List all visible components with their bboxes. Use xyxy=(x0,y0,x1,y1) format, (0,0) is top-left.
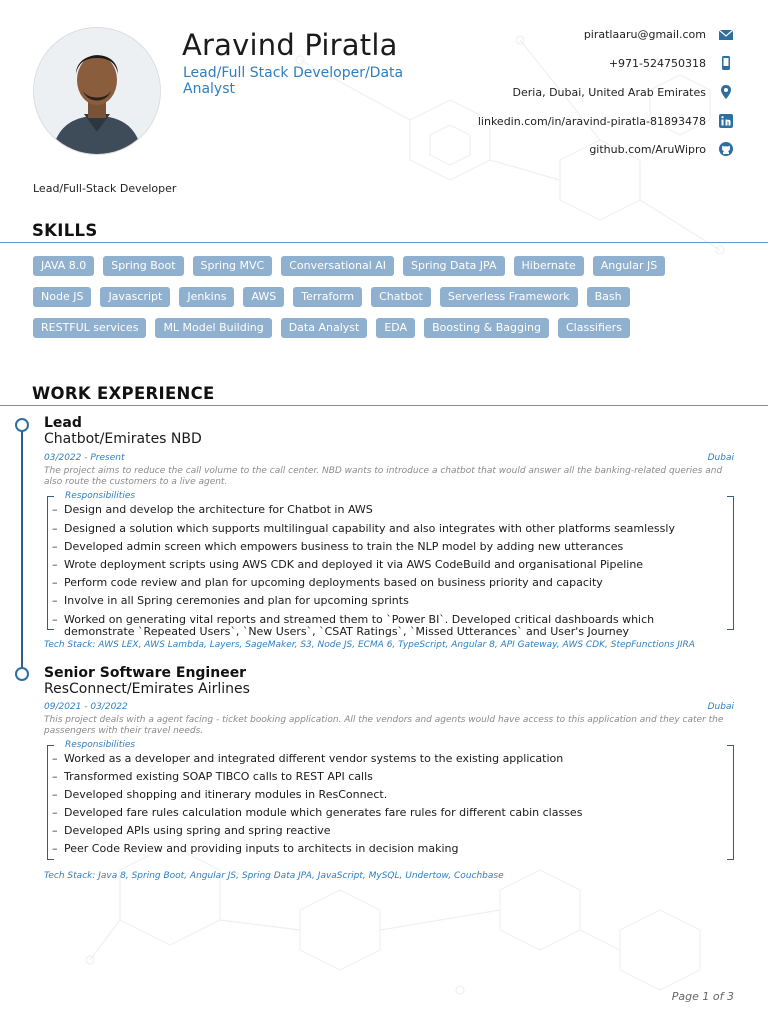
responsibility-item: – Worked as a developer and integrated different vendor systems to the existing application xyxy=(52,752,564,765)
skill-chip: Boosting & Bagging xyxy=(424,318,549,338)
skill-chip: AWS xyxy=(243,287,284,307)
responsibilities-bracket-right xyxy=(727,745,734,860)
candidate-name: Aravind Piratla xyxy=(182,28,398,62)
responsibility-item: – Worked on generating vital reports and streamed them to `Power BI`. Developed critical dashboards which demonstrate `Repeated Users`, `New Users`, `CSAT Ratings`, `Missed Utterances` and User's Journey xyxy=(52,613,655,638)
contact-linkedin[interactable]: linkedin.com/in/aravind-piratla-81893478 xyxy=(477,115,706,128)
skills-heading: SKILLS xyxy=(32,221,98,240)
responsibilities-label: Responsibilities xyxy=(65,491,136,501)
skills-chips xyxy=(33,256,733,349)
job-period: 03/2022 - Present xyxy=(44,453,125,463)
skill-chip: Spring Data JPA xyxy=(403,256,504,276)
timeline-dot xyxy=(15,418,29,432)
bullet-dash: – xyxy=(52,824,58,837)
responsibility-item: – Designed a solution which supports multilingual capability and also integrates with other platforms seamlessly xyxy=(52,522,675,535)
skill-chip: Spring Boot xyxy=(103,256,183,276)
bullet-dash: – xyxy=(52,613,58,626)
tagline: Lead/Full-Stack Developer xyxy=(33,182,177,195)
envelope-icon xyxy=(718,27,734,43)
bullet-dash: – xyxy=(52,558,58,571)
responsibility-item: – Developed admin screen which empowers business to train the NLP model by adding new utterances xyxy=(52,540,624,553)
contact-github[interactable]: github.com/AruWipro xyxy=(589,143,706,156)
responsibility-item: – Peer Code Review and providing inputs to architects in decision making xyxy=(52,842,459,855)
job-company: Chatbot/Emirates NBD xyxy=(44,431,202,447)
skill-chip: Spring MVC xyxy=(193,256,273,276)
responsibility-item: – Perform code review and plan for upcoming deployments based on business priority and capacity xyxy=(52,576,603,589)
bullet-dash: – xyxy=(52,806,58,819)
bullet-dash: – xyxy=(52,752,58,765)
linkedin-icon xyxy=(718,113,734,129)
bullet-dash: – xyxy=(52,594,58,607)
job-role: Lead xyxy=(44,415,82,431)
skill-chip: Terraform xyxy=(293,287,362,307)
responsibility-item: – Design and develop the architecture for Chatbot in AWS xyxy=(52,503,373,516)
skill-chip: Jenkins xyxy=(179,287,234,307)
bullet-dash: – xyxy=(52,842,58,855)
skills-row xyxy=(33,256,733,276)
job-location: Dubai xyxy=(707,702,734,712)
skill-chip: Bash xyxy=(587,287,630,307)
responsibility-item: – Transformed existing SOAP TIBCO calls to REST API calls xyxy=(52,770,373,783)
work-experience-heading: WORK EXPERIENCE xyxy=(32,384,215,403)
skill-chip: Hibernate xyxy=(514,256,584,276)
skill-chip: Classifiers xyxy=(558,318,630,338)
skill-chip: JAVA 8.0 xyxy=(33,256,94,276)
work-experience-divider xyxy=(0,405,768,406)
skills-divider xyxy=(0,242,768,243)
job-period: 09/2021 - 03/2022 xyxy=(44,702,128,712)
skill-chip: Javascript xyxy=(100,287,170,307)
job-tech-stack: Tech Stack: Java 8, Spring Boot, Angular JS, Spring Data JPA, JavaScript, MySQL, Undertow, Couchbase xyxy=(44,871,504,881)
bullet-dash: – xyxy=(52,576,58,589)
mobile-phone-icon xyxy=(718,55,734,71)
bullet-dash: – xyxy=(52,540,58,553)
contact-phone[interactable]: +971-524750318 xyxy=(608,57,706,70)
skill-chip: Chatbot xyxy=(371,287,431,307)
job-tech-stack: Tech Stack: AWS LEX, AWS Lambda, Layers, SageMaker, S3, Node JS, ECMA 6, TypeScript, Angular 8, API Gateway, AWS CDK, StepFunctions JIRA xyxy=(44,640,695,650)
job-role: Senior Software Engineer xyxy=(44,665,247,681)
timeline-dot xyxy=(15,667,29,681)
timeline-line xyxy=(21,430,23,668)
job-description: This project deals with a agent facing - ticket booking application. All the vendors and agents would have access to this application and they cater the passengers with their travel needs. xyxy=(44,715,724,736)
page-number: Page 1 of 3 xyxy=(671,990,734,1003)
candidate-subtitle: Lead/Full Stack Developer/Data Analyst xyxy=(183,65,404,97)
skill-chip: EDA xyxy=(376,318,415,338)
skills-row xyxy=(33,287,733,307)
skill-chip: RESTFUL services xyxy=(33,318,146,338)
responsibility-item: – Developed APIs using spring and spring reactive xyxy=(52,824,331,837)
responsibility-item: – Involve in all Spring ceremonies and plan for upcoming sprints xyxy=(52,594,409,607)
responsibility-item: – Wrote deployment scripts using AWS CDK and deployed it via AWS CodeBuild and organisational Pipeline xyxy=(52,558,644,571)
skill-chip: Conversational AI xyxy=(281,256,394,276)
responsibilities-bracket-right xyxy=(727,496,734,630)
skill-chip: Serverless Framework xyxy=(440,287,578,307)
skill-chip: Data Analyst xyxy=(281,318,368,338)
responsibility-item: – Developed fare rules calculation module which generates fare rules for different cabin classes xyxy=(52,806,583,819)
bullet-dash: – xyxy=(52,503,58,516)
job-location: Dubai xyxy=(707,453,734,463)
contact-address: Deria, Dubai, United Arab Emirates xyxy=(512,86,706,99)
job-company: ResConnect/Emirates Airlines xyxy=(44,681,250,697)
skill-chip: ML Model Building xyxy=(155,318,271,338)
bullet-dash: – xyxy=(52,770,58,783)
skill-chip: Angular JS xyxy=(593,256,666,276)
github-icon xyxy=(718,141,734,157)
profile-photo xyxy=(33,27,161,155)
skills-row xyxy=(33,318,733,338)
bullet-dash: – xyxy=(52,522,58,535)
skill-chip: Node JS xyxy=(33,287,91,307)
contact-email[interactable]: piratlaaru@gmail.com xyxy=(583,28,706,41)
job-description: The project aims to reduce the call volume to the call center. NBD wants to introduce a chatbot that would answer all the banking-related queries and also route the customers to a live agent. xyxy=(44,466,723,487)
bullet-dash: – xyxy=(52,788,58,801)
responsibilities-label: Responsibilities xyxy=(65,740,136,750)
location-pin-icon xyxy=(718,84,734,100)
responsibility-item: – Developed shopping and itinerary modules in ResConnect. xyxy=(52,788,388,801)
